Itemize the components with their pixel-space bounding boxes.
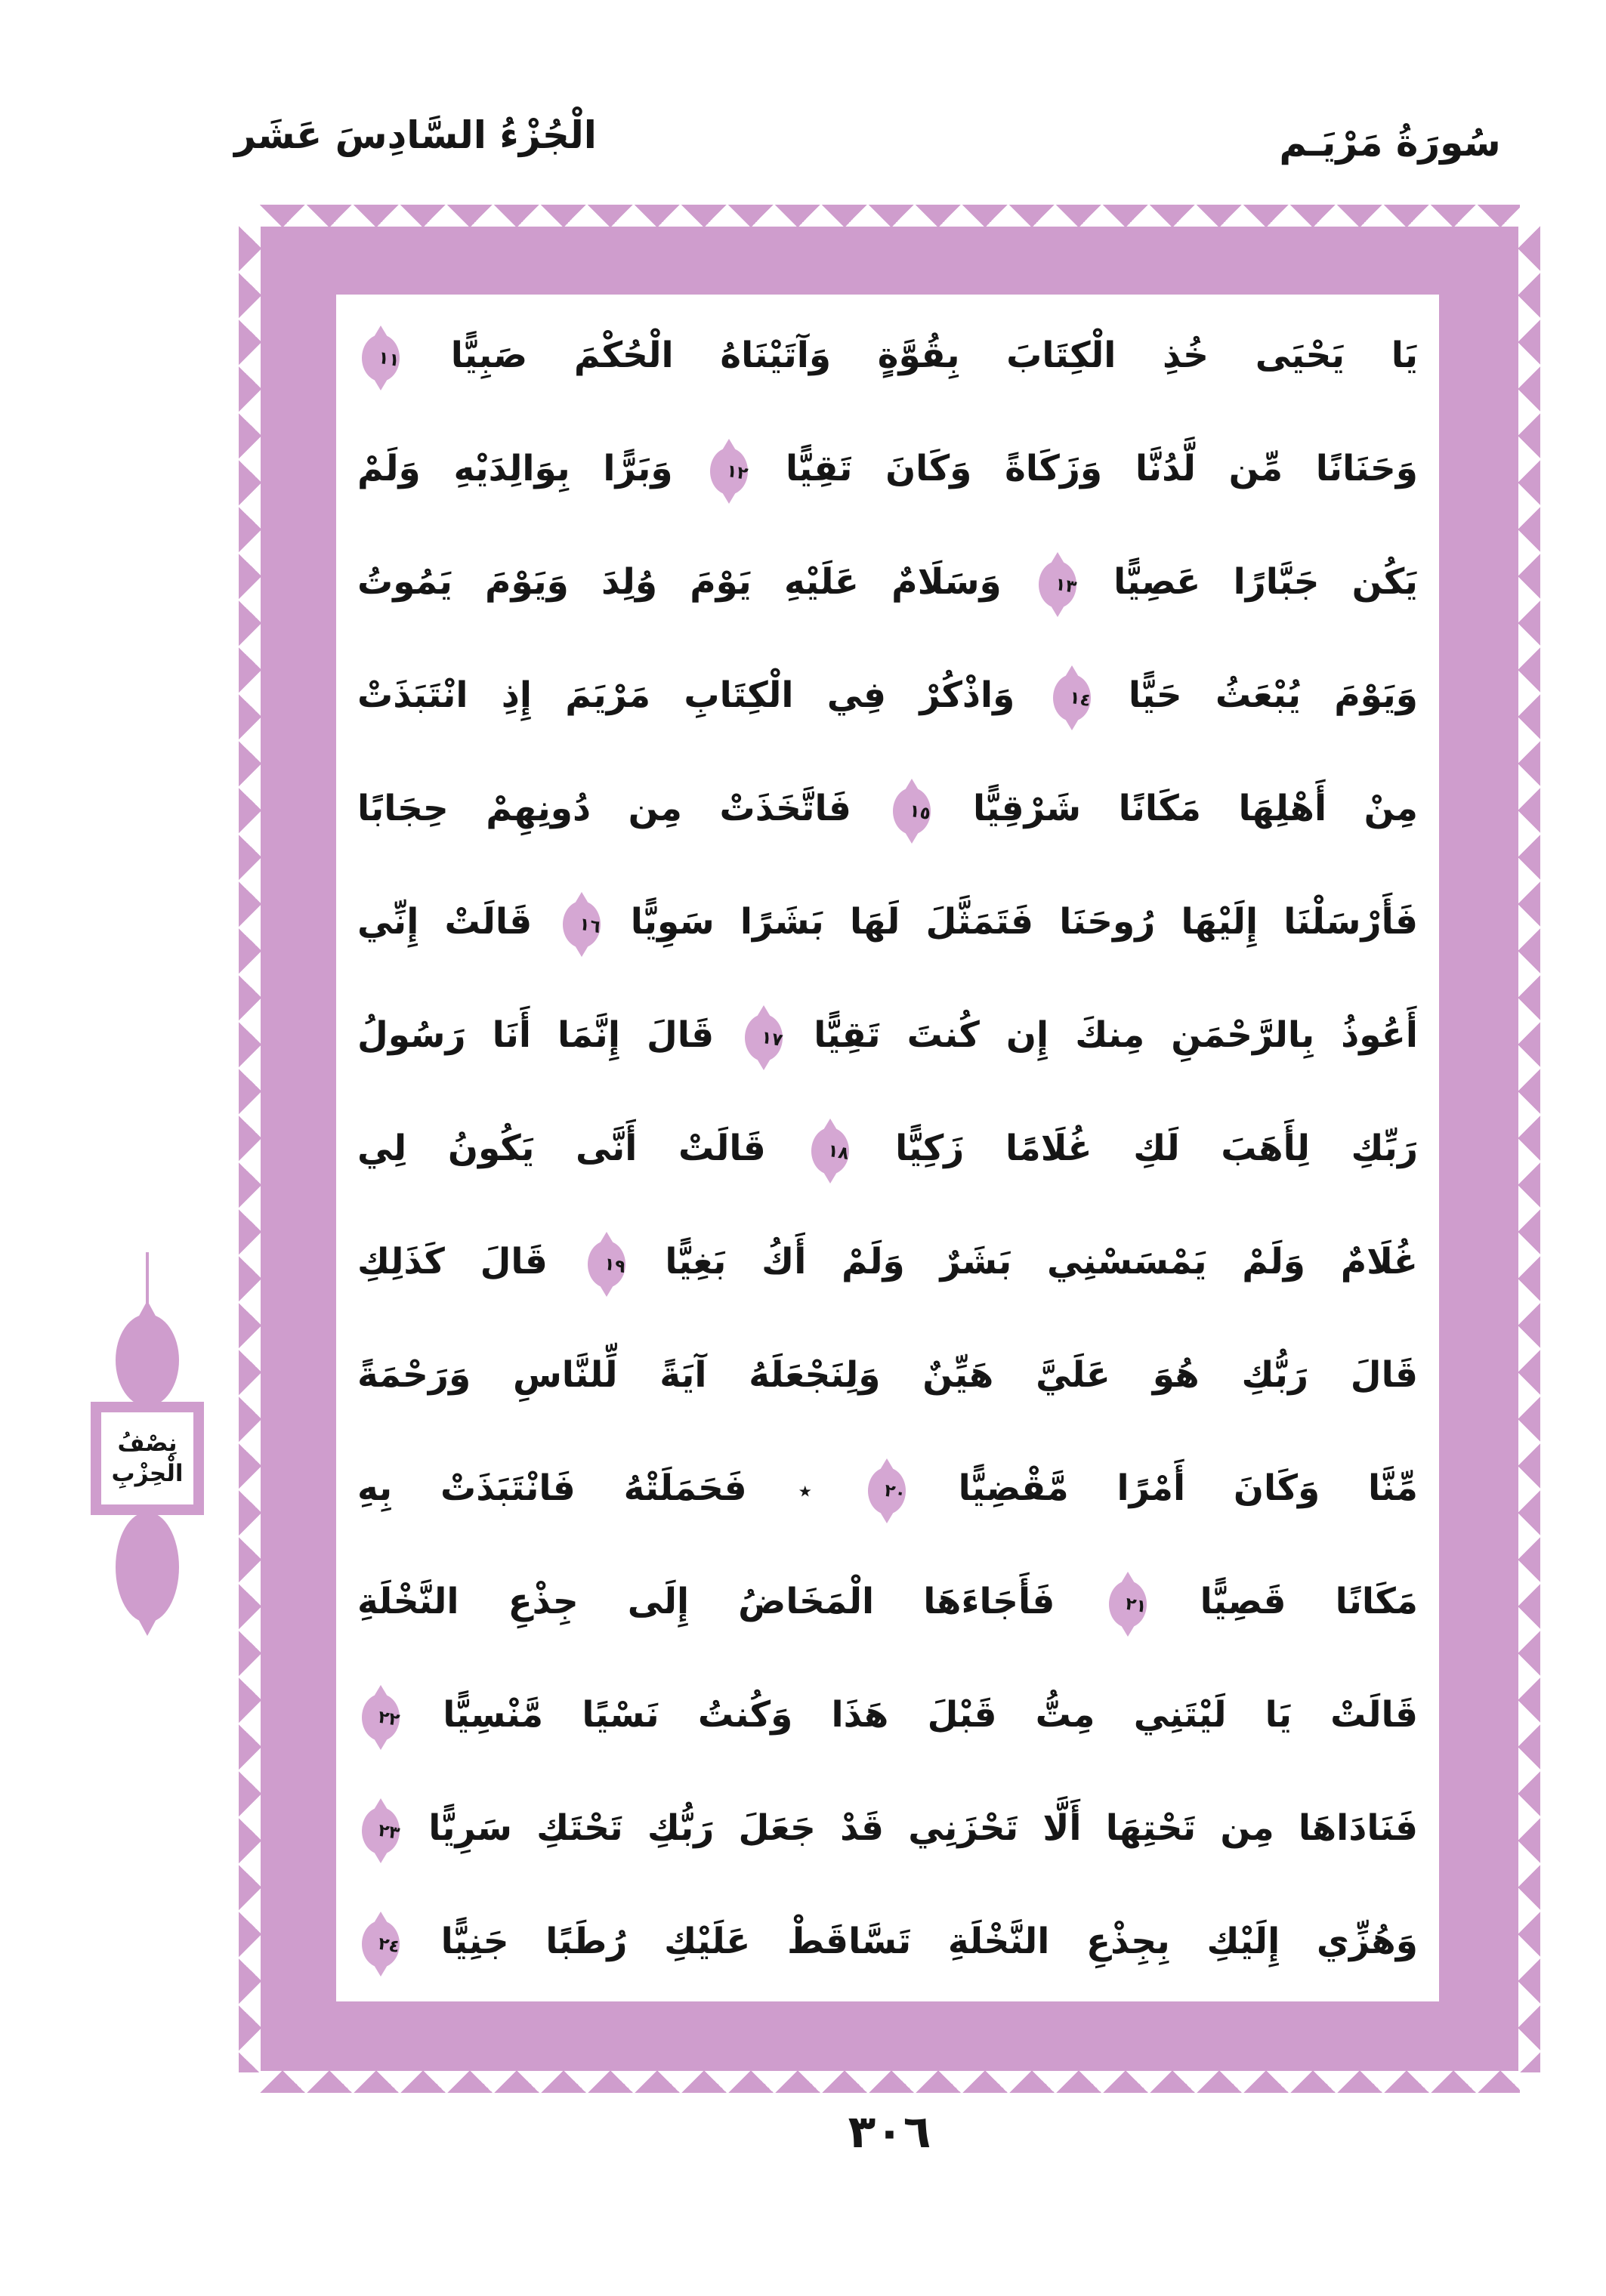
ayah-end-marker xyxy=(362,1921,400,1967)
ayah-text-segment: رَبِّكِ لِأَهَبَ لَكِ غُلَامًا زَكِيًّا xyxy=(895,1128,1418,1169)
ayah-text-segment: وَهُزِّي إِلَيْكِ بِجِذْعِ النَّخْلَةِ تَسَّاقَطْ عَلَيْكِ رُطَبًا جَنِيًّا xyxy=(440,1921,1418,1962)
ayah-text-segment: أَعُوذُ بِالرَّحْمَنِ مِنكَ إِن كُنتَ تَقِيًّا xyxy=(814,1014,1418,1056)
ayah-end-marker xyxy=(563,901,601,948)
ayah-number: ٢٣ xyxy=(376,1820,401,1844)
mushaf-line xyxy=(357,526,1418,639)
ayah-end-marker xyxy=(1053,674,1091,721)
mushaf-line xyxy=(357,1092,1418,1205)
frame-top-spikes xyxy=(259,205,1520,227)
ayah-number: ٢٢ xyxy=(376,1707,401,1730)
frame-right-spikes xyxy=(1518,225,1540,2072)
ayah-end-marker xyxy=(893,788,931,835)
ayah-number: ٢١ xyxy=(1123,1594,1148,1617)
ayah-text-segment: مَكَانًا قَصِيًّا xyxy=(1200,1581,1418,1622)
ayah-text-segment: مِّنَّا وَكَانَ أَمْرًا مَّقْضِيًّا xyxy=(958,1467,1418,1509)
hizb-label-word-2: الْحِزْبِ xyxy=(111,1460,184,1487)
ayah-number: ١٨ xyxy=(826,1140,851,1164)
ayah-end-marker xyxy=(362,335,400,381)
mushaf-line xyxy=(357,979,1418,1092)
mushaf-line xyxy=(357,1545,1418,1659)
ayah-text-segment: وَبَرًّا بِوَالِدَيْهِ وَلَمْ xyxy=(357,448,673,489)
mushaf-line xyxy=(357,1772,1418,1885)
page-number: ٣٠٦ xyxy=(848,2106,931,2159)
ayah-text-segment: يَكُن جَبَّارًا عَصِيًّا xyxy=(1113,561,1418,603)
mushaf-line xyxy=(357,1659,1418,1772)
rub-el-hizb-star-icon: ٭ xyxy=(798,1475,812,1506)
ayah-number: ١٧ xyxy=(759,1027,785,1051)
ornament-dome-bottom xyxy=(116,1512,179,1622)
ayah-text-segment: يَا يَحْيَى خُذِ الْكِتَابَ بِقُوَّةٍ وَآتَيْنَاهُ الْحُكْمَ صَبِيًّا xyxy=(450,335,1418,376)
ayah-end-marker xyxy=(1109,1581,1147,1628)
ayah-number: ٢٠ xyxy=(882,1480,907,1504)
mushaf-line xyxy=(357,1885,1418,1998)
mushaf-line xyxy=(357,752,1418,866)
ayah-number: ١٦ xyxy=(577,914,602,937)
ayah-text-segment: قَالَتْ يَا لَيْتَنِي مِتُّ قَبْلَ هَذَا وَكُنتُ نَسْيًا مَّنْسِيًّا xyxy=(443,1694,1418,1736)
mushaf-line xyxy=(357,299,1418,412)
ayah-text-segment: فَنَادَاهَا مِن تَحْتِهَا أَلَّا تَحْزَنِي قَدْ جَعَلَ رَبُّكِ تَحْتَكِ سَرِيًّا xyxy=(428,1807,1418,1849)
ayah-text-segment: قَالَ كَذَلِكِ xyxy=(357,1241,548,1282)
ayah-text-segment: فَأَرْسَلْنَا إِلَيْهَا رُوحَنَا فَتَمَثَّلَ لَهَا بَشَرًا سَوِيًّا xyxy=(630,901,1418,943)
ayah-end-marker xyxy=(811,1128,849,1174)
ayah-text-segment: وَسَلَامٌ عَلَيْهِ يَوْمَ وُلِدَ وَيَوْمَ يَمُوتُ xyxy=(357,561,1002,603)
hizb-label-box xyxy=(91,1402,204,1515)
ayah-number: ١٥ xyxy=(908,801,933,824)
mushaf-line xyxy=(357,1432,1418,1545)
ayah-text-segment: مِنْ أَهْلِهَا مَكَانًا شَرْقِيًّا xyxy=(972,788,1418,829)
ayah-text-segment: غُلَامٌ وَلَمْ يَمْسَسْنِي بَشَرٌ وَلَمْ أَكُ بَغِيًّا xyxy=(665,1241,1418,1282)
ayah-number: ١٢ xyxy=(725,461,750,484)
ayah-text-segment: قَالَتْ أَنَّى يَكُونُ لِي xyxy=(357,1128,766,1169)
quran-text-area xyxy=(336,295,1439,2001)
ayah-text-segment: وَاذْكُرْ فِي الْكِتَابِ مَرْيَمَ إِذِ انْتَبَذَتْ xyxy=(357,674,1015,716)
mushaf-line xyxy=(357,1205,1418,1319)
frame-bottom-spikes xyxy=(259,2070,1520,2093)
ayah-end-marker xyxy=(362,1807,400,1854)
ayah-end-marker xyxy=(588,1241,625,1288)
mushaf-line xyxy=(357,1319,1418,1432)
ayah-number: ١٤ xyxy=(1067,687,1092,711)
ayah-end-marker xyxy=(745,1014,783,1061)
ayah-end-marker xyxy=(868,1467,906,1514)
ayah-end-marker xyxy=(362,1694,400,1741)
ayah-text-segment: قَالَ إِنَّمَا أَنَا رَسُولُ xyxy=(357,1014,715,1056)
juz-header: الْجُزْءُ السَّادِسَ عَشَر xyxy=(234,113,597,157)
hizb-margin-ornament xyxy=(89,1252,205,1645)
ayah-text-segment: فَاتَّخَذَتْ مِن دُونِهِمْ حِجَابًا xyxy=(357,788,851,829)
frame-left-spikes xyxy=(239,225,261,2072)
surah-header: سُورَةُ مَرْيَـم xyxy=(1279,121,1501,165)
ayah-text-segment: قَالَ رَبُّكِ هُوَ عَلَيَّ هَيِّنٌ وَلِنَجْعَلَهُ آيَةً لِّلنَّاسِ وَرَحْمَةً xyxy=(357,1354,1418,1396)
mushaf-line xyxy=(357,639,1418,752)
ayah-text-segment: فَأَجَاءَهَا الْمَخَاضُ إِلَى جِذْعِ النَّخْلَةِ xyxy=(357,1581,1055,1622)
ayah-number: ١١ xyxy=(376,347,401,371)
decorative-frame xyxy=(261,227,1518,2071)
ayah-number: ٢٤ xyxy=(376,1933,401,1957)
ayah-text-segment: وَيَوْمَ يُبْعَثُ حَيًّا xyxy=(1128,674,1419,716)
ayah-end-marker xyxy=(1039,561,1076,608)
ayah-text-segment: فَحَمَلَتْهُ فَانْتَبَذَتْ بِهِ xyxy=(357,1467,747,1509)
ayah-text-segment: وَحَنَانًا مِّن لَّدُنَّا وَزَكَاةً وَكَانَ تَقِيًّا xyxy=(786,448,1418,489)
hizb-label-word-1: نِصْفُ xyxy=(117,1430,178,1457)
ayah-end-marker xyxy=(710,448,748,495)
mushaf-line xyxy=(357,866,1418,979)
mushaf-line xyxy=(357,412,1418,526)
ornament-dome-top xyxy=(116,1314,179,1406)
ayah-text-segment: قَالَتْ إِنِّي xyxy=(357,901,533,943)
ayah-number: ١٣ xyxy=(1053,574,1078,597)
ayah-number: ١٩ xyxy=(602,1254,627,1277)
